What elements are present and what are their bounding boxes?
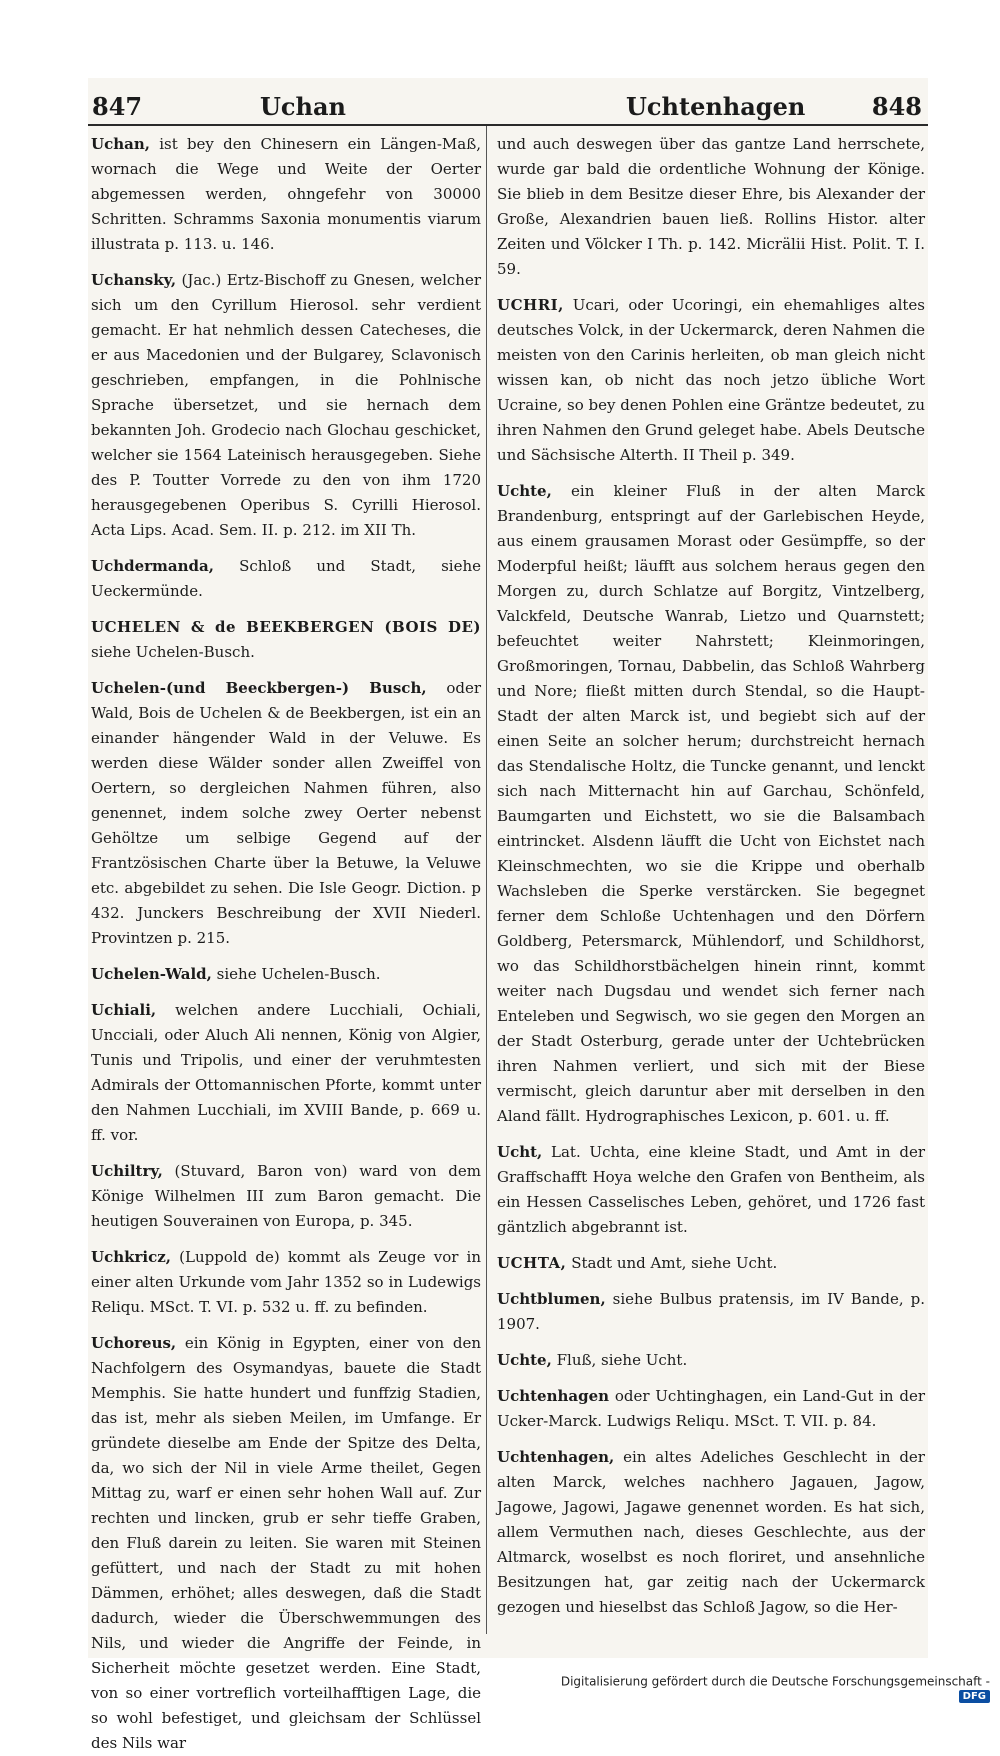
entry-continuation: [497, 132, 925, 282]
running-head-left: Uchan: [260, 92, 346, 121]
headword: Uchte,: [497, 1351, 552, 1369]
headword: UCHRI,: [497, 296, 564, 314]
entry-uchtblumen: [497, 1287, 925, 1337]
entry-uchte-siehe: [497, 1348, 925, 1373]
entry-text: (Luppold de) kommt als Zeuge vor in einer alten Urkunde vom Jahr 1352 so in Ludewigs Reliqu. MSct. T. VI. p. 532 u. ff. zu befinden.: [91, 1248, 481, 1316]
headword: Uchelen-(und Beeckbergen-) Busch,: [91, 679, 427, 697]
entry-uchiali: [91, 998, 481, 1148]
entry-text: ein kleiner Fluß in der alten Marck Brandenburg, entspringt auf der Garlebischen Heyde, aus einem grausamen Morast oder Gesümpffe, so der Moderpful heißt; läufft aus solchem heraus gegen den Morgen zu, durch Schlatze auf Borgitz, Vintzelberg, Valckfeld, Deutsche Wanrab, Lietzo und Quarnstett; befeuchtet weiter Nahrstett; Kleinmoringen, Großmoringen, Tornau, Dabbelin, das Schloß Wahrberg und Nore; fließt mitten durch Stendal, so die Haupt-Stadt der alten Marck ist, und begiebt sich auf der einen Seite an solcher herum; durchstreicht hernach das Stendalische Holtz, die Tuncke genannt, und lenckt sich nach Mitternacht hin auf Garchau, Schönfeld, Baumgarten und Eichstett, wo sie die Balsambach eintrincket. Alsdenn läufft die Ucht von Eichstet nach Kleinschmechten, wo sie die Krippe und oberhalb Wachsleben die Sperke verstärcken. Sie begegnet ferner dem Schloße Uchtenhagen und den Dörfern Goldberg, Petersmarck, Mühlendorf, und Schildhorst, wo das Schildhorstbächelgen hinein rinnt, kommt weiter nach Dugsdau und wendet sich ferner nach Enteleben und Segwisch, wo sie gegen den Morgen an der Stadt Osterburg, gerade unter der Uchtebrücken ihren Nahmen verliert, und sich mit der Biese vermischt, gleich daruntur aber mit derselben in den Aland fällt. Hydrographisches Lexicon, p. 601. u. ff.: [497, 482, 925, 1125]
entry-text: siehe Uchelen-Busch.: [216, 965, 381, 983]
headword: Uchtenhagen,: [497, 1448, 615, 1466]
entry-uchelen-wald: [91, 962, 481, 987]
headword: Uchkricz,: [91, 1248, 171, 1266]
entry-text: Lat. Uchta, eine kleine Stadt, und Amt in der Graffschafft Hoya welche den Grafen von Bentheim, als ein Hessen Casselisches Leben, gehöret, und 1726 fast gäntzlich abgebrannt ist.: [497, 1143, 925, 1236]
entry-text: Fluß, siehe Ucht.: [556, 1351, 688, 1369]
entry-text: Schloß und Stadt, siehe Ueckermünde.: [91, 557, 481, 600]
entry-text: oder Uchtinghagen, ein Land-Gut in der Ucker-Marck. Ludwigs Reliqu. MSct. T. VII. p. 84.: [497, 1387, 925, 1430]
footer-text: Digitalisierung gefördert durch die Deutsche Forschungsgemeinschaft -: [560, 1674, 990, 1689]
entry-uchan: [91, 132, 481, 257]
page-header: [88, 78, 928, 126]
entry-uchri: [497, 293, 925, 468]
headword: Uchoreus,: [91, 1334, 177, 1352]
page-number-left: 847: [92, 92, 143, 121]
entry-uchelen-beekbergen: [91, 615, 481, 665]
entry-text: ein König in Egypten, einer von den Nachfolgern des Osymandyas, bauete die Stadt Memphis. Sie hatte hundert und funffzig Stadien, das ist, mehr als sieben Meilen, im Umfange. Er gründete dieselbe am Ende der Spitze des Delta, da, wo sich der Nil in viele Arme theilet, Gegen Mittag zu, warf er einen sehr hohen Wall auf. Zur rechten und lincken, grub er sehr tieffe Graben, den Fluß darein zu leiten. Sie waren mit Steinen gefüttert, und nach der Stadt zu mit hohen Dämmen, erhöhet; alles deswegen, daß die Stadt dadurch, wieder die Überschwemmungen des Nils, und wieder die Angriffe der Feinde, in Sicherheit möchte gesetzet werden. Eine Stadt, von so einer vortreflich vorteilhafftigen Lage, die so wohl befestiget, und gleichsam der Schlüssel des Nils war: [91, 1334, 481, 1752]
entry-uchte-fluss: [497, 479, 925, 1129]
headword: Uchan,: [91, 135, 150, 153]
entry-text: siehe Uchelen-Busch.: [91, 643, 255, 661]
entry-text: und auch deswegen über das gantze Land herrschete, wurde gar bald die ordentliche Wohnung der Könige. Sie blieb in dem Besitze dieser Ehre, bis Alexander der Große, Alexandrien bauen ließ. Rollins Histor. alter Zeiten und Völcker I Th. p. 142. Micrälii Hist. Polit. T. I. 59.: [497, 135, 925, 278]
entry-text: (Stuvard, Baron von) ward von dem Könige Wilhelmen III zum Baron gemacht. Die heutigen Souverainen von Europa, p. 345.: [91, 1162, 481, 1230]
entry-text: welchen andere Lucchiali, Ochiali, Uncciali, oder Aluch Ali nennen, König von Algier, Tunis und Tripolis, und einer der veruhmtesten Admirals der Ottomannischen Pforte, kommt unter den Nahmen Lucchiali, im XVIII Bande, p. 669 u. ff. vor.: [91, 1001, 481, 1144]
running-head-right: Uchtenhagen: [626, 92, 806, 121]
dfg-logo: DFG: [959, 1690, 990, 1703]
right-column: [497, 132, 925, 1622]
headword: Uchelen-Wald,: [91, 965, 212, 983]
digitization-footer: [550, 1674, 990, 1702]
entry-text: ein altes Adeliches Geschlecht in der alten Marck, welches nachhero Jagauen, Jagow, Jagowe, Jagowi, Jagawe genennet worden. Es hat sich, allem Vermuthen nach, dieses Geschlechte, aus der Altmarck, woselbst es noch floriret, und ansehnliche Besitzungen hat, gar zeitig nach der Uckermarck gezogen und hieselbst das Schloß Jagow, so die Her-: [497, 1448, 925, 1616]
entry-uchoreus: [91, 1331, 481, 1756]
headword: Uchiltry,: [91, 1162, 163, 1180]
entry-text: Ucari, oder Ucoringi, ein ehemahliges altes deutsches Volck, in der Uckermarck, deren Nahmen die meisten von den Carinis herleiten, ob man gleich nicht wissen kan, ob nicht das noch jetzo übliche Wort Ucraine, so bey denen Pohlen eine Gräntze bedeutet, zu ihren Nahmen den Grund geleget habe. Abels Deutsche und Sächsische Alterth. II Theil p. 349.: [497, 296, 925, 464]
entry-uchiltry: [91, 1159, 481, 1234]
headword: UCHELEN & de BEEKBERGEN (BOIS DE): [91, 618, 481, 636]
entry-text: ist bey den Chinesern ein Längen-Maß, wornach die Wege und Weite der Oerter abgemessen werden, ohngefehr von 30000 Schritten. Schramms Saxonia monumentis viarum illustrata p. 113. u. 146.: [91, 135, 481, 253]
entry-uchta: [497, 1251, 925, 1276]
headword: Ucht,: [497, 1143, 543, 1161]
entry-text: oder Wald, Bois de Uchelen & de Beekbergen, ist ein an einander hängender Wald in der Veluwe. Es werden diese Wälder sonder allen Zweiffel von Oertern, so dergleichen Nahmen führen, also genennet, indem solche zwey Oerter nebenst Gehöltze um selbige Gegend auf der Frantzösischen Charte über la Betuwe, la Veluwe etc. abgebildet zu sehen. Die Isle Geogr. Diction. p 432. Junckers Beschreibung der XVII Niederl. Provintzen p. 215.: [91, 679, 481, 947]
headword: Uchiali,: [91, 1001, 157, 1019]
headword: Uchansky,: [91, 271, 177, 289]
page-number-right: 848: [871, 92, 922, 121]
entry-uchtenhagen-gut: [497, 1384, 925, 1434]
entry-uchansky: [91, 268, 481, 543]
entry-ucht: [497, 1140, 925, 1240]
headword: Uchtenhagen: [497, 1387, 610, 1405]
entry-text: (Jac.) Ertz-Bischoff zu Gnesen, welcher sich um den Cyrillum Hierosol. sehr verdient gemacht. Er hat nehmlich dessen Catecheses, die er aus Macedonien und der Bulgarey, Sclavonisch geschrieben, empfangen, in die Pohlnische Sprache übersetzet, und sie hernach dem bekannten Joh. Grodecio nach Glochau geschicket, welcher sie 1564 Lateinisch herausgegeben. Siehe des P. Toutter Vorrede zu den von ihm 1720 herausgegebenen Operibus S. Cyrilli Hierosol. Acta Lips. Acad. Sem. II. p. 212. im XII Th.: [91, 271, 481, 539]
entry-uchelen-busch: [91, 676, 481, 951]
column-divider: [486, 126, 487, 1634]
entry-uchtenhagen-geschlecht: [497, 1445, 925, 1620]
headword: Uchdermanda,: [91, 557, 214, 575]
left-column: [91, 132, 481, 1752]
entry-text: Stadt und Amt, siehe Ucht.: [571, 1254, 778, 1272]
entry-text: siehe Bulbus pratensis, im IV Bande, p. 1907.: [497, 1290, 925, 1333]
headword: UCHTA,: [497, 1254, 567, 1272]
headword: Uchte,: [497, 482, 552, 500]
entry-uchdermanda: [91, 554, 481, 604]
entry-uchkricz: [91, 1245, 481, 1320]
headword: Uchtblumen,: [497, 1290, 606, 1308]
header-rule: [88, 124, 928, 126]
